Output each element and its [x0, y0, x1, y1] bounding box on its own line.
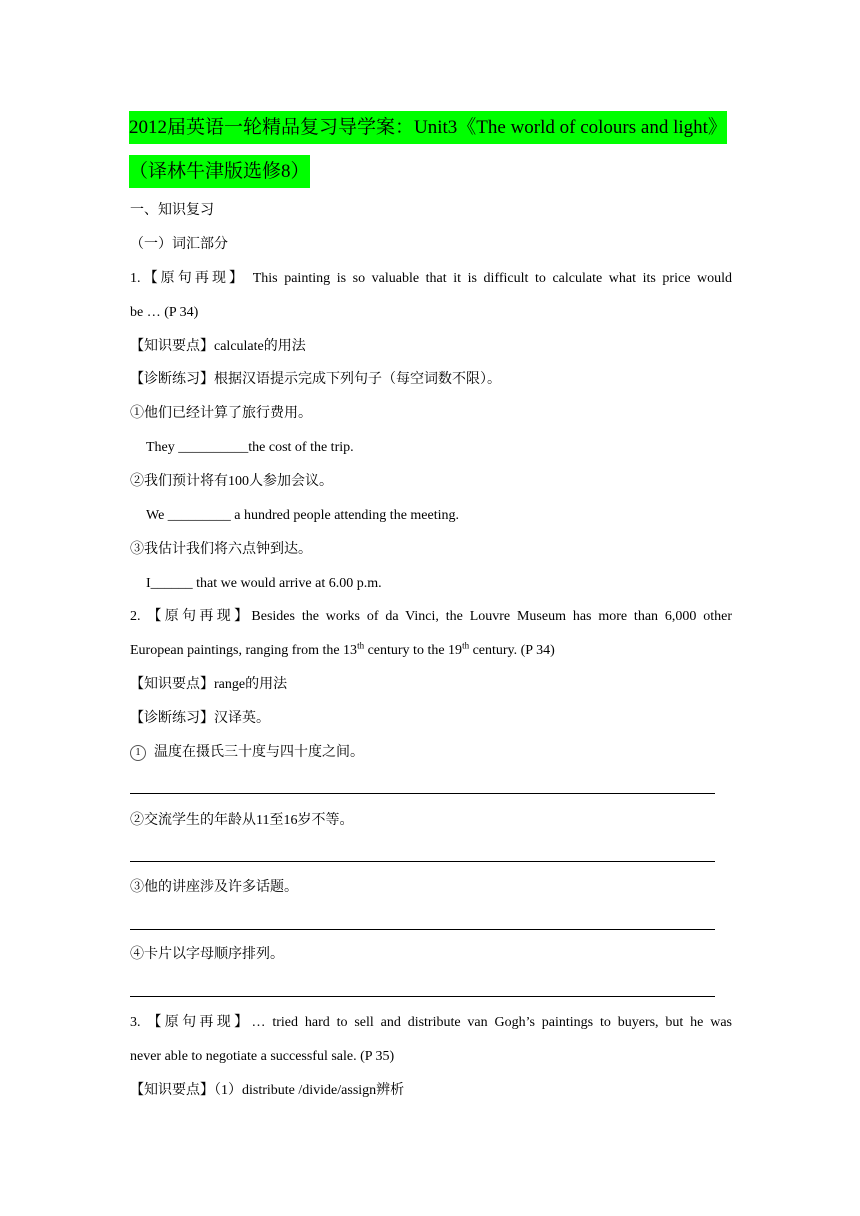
subsection-heading-vocab: （一）词汇部分 — [130, 237, 228, 252]
item2-practice-instruction: 【诊断练习】汉译英。 — [130, 711, 270, 726]
item1-q1-blank-sentence: They __________the cost of the trip. — [146, 440, 354, 455]
item2-q1-chinese: 1 温度在摄氏三十度与四十度之间。 — [130, 743, 364, 763]
item1-q3-blank-sentence: I______ that we would arrive at 6.00 p.m. — [146, 576, 382, 591]
document-title — [129, 106, 739, 194]
item1-q2-chinese: ②我们预计将有100人参加会议。 — [130, 474, 333, 489]
item3-knowledge-point: 【知识要点】（1）distribute /divide/assign辨析 — [130, 1083, 405, 1098]
answer-line — [130, 793, 715, 794]
item3-lead-line2: never able to negotiate a successful sale. (P 35) — [130, 1049, 395, 1064]
item1-lead-line1: 1.【原句再现】 This painting is so valuable that it is difficult to calculate what its price would — [130, 271, 732, 286]
item2-lead-line2: European paintings, ranging from the 13th century to the 19th century. (P 34) — [130, 640, 555, 658]
item1-q3-chinese: ③我估计我们将六点钟到达。 — [130, 542, 312, 557]
item2-lead-line1: 2. 【原句再现】Besides the works of da Vinci, the Louvre Museum has more than 6,000 other — [130, 609, 732, 624]
item2-knowledge-point: 【知识要点】range的用法 — [130, 677, 288, 692]
item1-q1-chinese: ①他们已经计算了旅行费用。 — [130, 406, 312, 421]
answer-line — [130, 996, 715, 997]
circled-number: 1 — [130, 745, 146, 761]
item1-lead-line2: be … (P 34) — [130, 305, 199, 320]
item1-practice-instruction: 【诊断练习】根据汉语提示完成下列句子（每空词数不限）。 — [130, 372, 501, 387]
item2-q3-chinese: ③他的讲座涉及许多话题。 — [130, 880, 298, 895]
item3-lead-line1: 3. 【原句再现】… tried hard to sell and distribute van Gogh’s paintings to buyers, but he was — [130, 1015, 732, 1030]
item2-q4-chinese: ④卡片以字母顺序排列。 — [130, 947, 284, 962]
answer-line — [130, 929, 715, 930]
answer-line — [130, 861, 715, 862]
item1-q2-blank-sentence: We _________ a hundred people attending the meeting. — [146, 508, 460, 523]
item2-q2-chinese: ②交流学生的年龄从11至16岁不等。 — [130, 813, 354, 828]
section-heading-review: 一、知识复习 — [130, 203, 214, 218]
title-highlight: 2012届英语一轮精品复习导学案：Unit3《The world of colours and light》（译林牛津版选修8） — [129, 111, 727, 188]
item1-knowledge-point: 【知识要点】calculate的用法 — [130, 339, 306, 354]
